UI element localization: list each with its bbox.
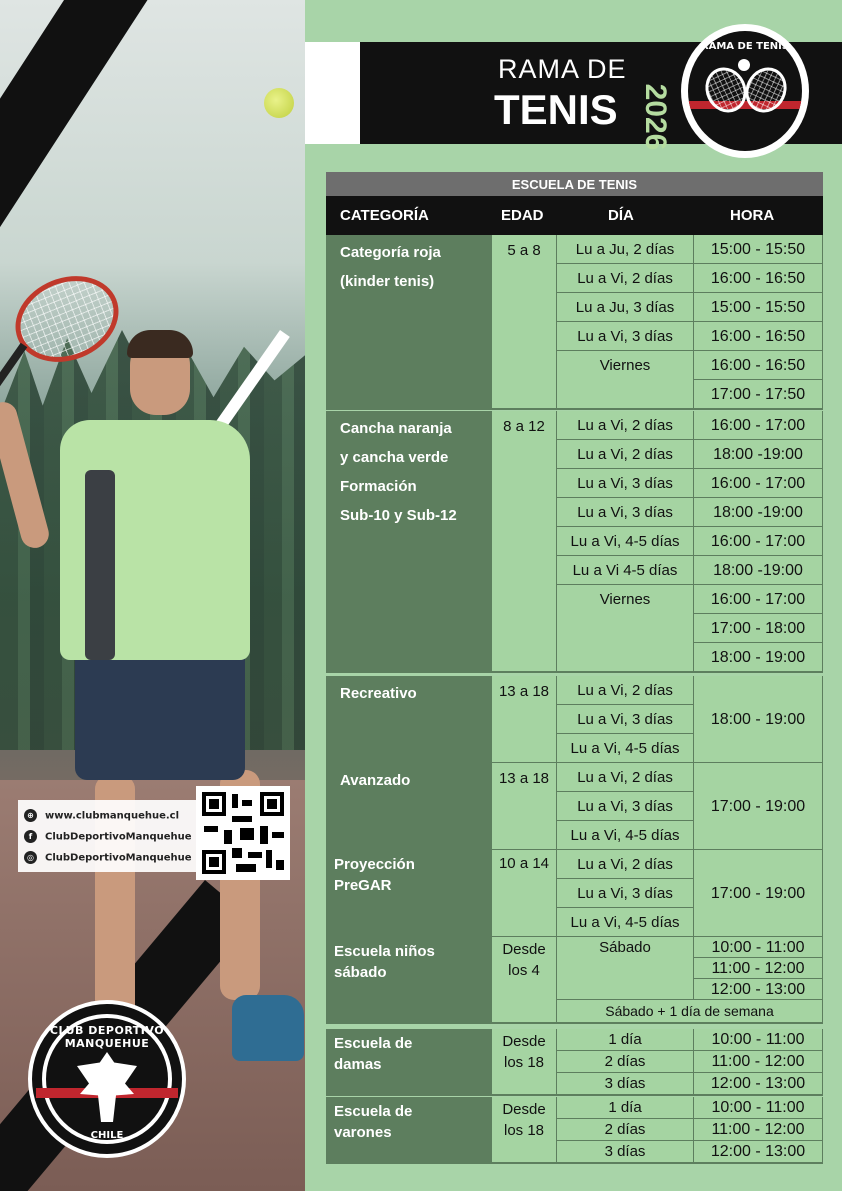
- day-cell: Lu a Ju, 3 días: [556, 293, 693, 322]
- hour-cell: 15:00 - 15:50: [693, 293, 823, 322]
- player-shirt-panel: [85, 470, 115, 660]
- badge-text: RAMA DE TENIS: [700, 41, 790, 52]
- hour-cell: 10:00 - 11:00: [693, 1029, 823, 1051]
- footer-cell: Sábado + 1 día de semana: [556, 1000, 823, 1023]
- header-tenis: TENIS: [494, 86, 618, 133]
- category-cell: Categoría roja (kinder tenis): [326, 235, 491, 409]
- hour-cell: 18:00 -19:00: [693, 556, 823, 585]
- group-separator: [326, 1094, 823, 1096]
- age-cell: 10 a 14: [491, 850, 556, 937]
- day-cell: 1 día: [556, 1097, 693, 1119]
- hour-cell: 16:00 - 16:50: [693, 351, 823, 380]
- group-separator: [326, 408, 823, 410]
- hour-cell: 18:00 -19:00: [693, 498, 823, 527]
- day-cell: Viernes: [556, 585, 693, 672]
- instagram-link[interactable]: ClubDeportivoManquehue: [45, 852, 192, 864]
- age-cell: 13 a 18: [491, 763, 556, 850]
- hour-cell: 17:00 - 17:50: [693, 380, 823, 409]
- hour-cell: 16:00 - 17:00: [693, 469, 823, 498]
- tennis-player-photo: [0, 0, 305, 1191]
- hour-cell: 18:00 - 19:00: [693, 676, 823, 763]
- header-white-block: [305, 42, 361, 144]
- day-cell: 3 días: [556, 1073, 693, 1095]
- hour-cell: 16:00 - 17:00: [693, 527, 823, 556]
- day-cell: Lu a Vi 4-5 días: [556, 556, 693, 585]
- hour-cell: 18:00 - 19:00: [693, 643, 823, 672]
- day-cell: Lu a Vi, 2 días: [556, 850, 693, 879]
- group-separator: [326, 671, 823, 673]
- day-cell: Lu a Vi, 2 días: [556, 676, 693, 705]
- player-hair: [127, 330, 193, 358]
- hour-cell: 12:00 - 13:00: [693, 1073, 823, 1095]
- hour-cell: 11:00 - 12:00: [693, 958, 823, 979]
- col-hora: HORA: [730, 207, 775, 224]
- group-separator: [326, 1162, 823, 1164]
- day-cell: Lu a Vi, 3 días: [556, 322, 693, 351]
- day-cell: Lu a Vi, 3 días: [556, 792, 693, 821]
- category-cell: Cancha naranja y cancha verde Formación Sub-10 y Sub-12: [326, 411, 491, 672]
- hour-cell: 10:00 - 11:00: [693, 1097, 823, 1119]
- hour-cell: 15:00 - 15:50: [693, 235, 823, 264]
- hour-cell: 11:00 - 12:00: [693, 1119, 823, 1141]
- hour-cell: 16:00 - 17:00: [693, 411, 823, 440]
- day-cell: Lu a Vi, 3 días: [556, 498, 693, 527]
- day-cell: 1 día: [556, 1029, 693, 1051]
- header-year: 2026: [639, 83, 672, 151]
- age-cell: 13 a 18: [491, 676, 556, 763]
- badge-red-band: [688, 101, 802, 109]
- header-rama: RAMA DE: [498, 54, 627, 84]
- age-cell: Desde los 18: [491, 1029, 556, 1095]
- age-cell: Desde los 18: [491, 1097, 556, 1163]
- category-cell: Recreativo: [326, 676, 491, 763]
- hour-cell: 12:00 - 13:00: [693, 1141, 823, 1163]
- day-cell: Lu a Vi, 2 días: [556, 264, 693, 293]
- hour-cell: 12:00 - 13:00: [693, 979, 823, 1000]
- player-shorts: [75, 650, 245, 780]
- category-cell: Escuela de damas: [326, 1029, 491, 1095]
- facebook-icon: f: [24, 830, 37, 843]
- club-country: CHILE: [90, 1130, 124, 1141]
- hour-cell: 10:00 - 11:00: [693, 937, 823, 958]
- qr-code[interactable]: [196, 786, 290, 880]
- tennis-ball-icon: [738, 59, 750, 71]
- facebook-link[interactable]: ClubDeportivoManquehue: [45, 831, 192, 843]
- globe-icon: ⊕: [24, 809, 37, 822]
- day-cell: 3 días: [556, 1141, 693, 1163]
- player-shoe: [232, 995, 304, 1061]
- club-name: CLUB DEPORTIVO MANQUEHUE: [49, 1024, 165, 1050]
- col-edad: EDAD: [501, 207, 544, 224]
- age-cell: Desde los 4: [491, 937, 556, 1023]
- category-cell: Proyección PreGAR: [326, 850, 491, 937]
- club-manquehue-logo: [28, 1000, 186, 1158]
- tennis-ball-icon: [264, 88, 294, 118]
- day-cell: Lu a Ju, 2 días: [556, 235, 693, 264]
- day-cell: Lu a Vi, 3 días: [556, 879, 693, 908]
- hour-cell: 16:00 - 16:50: [693, 264, 823, 293]
- instagram-row[interactable]: [24, 851, 210, 864]
- table-header-row: [326, 196, 823, 235]
- hour-cell: 17:00 - 18:00: [693, 614, 823, 643]
- instagram-icon: ◎: [24, 851, 37, 864]
- hour-cell: 16:00 - 17:00: [693, 585, 823, 614]
- day-cell: Lu a Vi, 4-5 días: [556, 821, 693, 850]
- age-cell: 5 a 8: [491, 235, 556, 409]
- category-cell: Escuela niños sábado: [326, 937, 491, 1023]
- category-cell: Escuela de varones: [326, 1097, 491, 1163]
- website-link[interactable]: www.clubmanquehue.cl: [45, 810, 180, 822]
- day-cell: Lu a Vi, 4-5 días: [556, 527, 693, 556]
- day-cell: Lu a Vi, 3 días: [556, 469, 693, 498]
- table-title: ESCUELA DE TENIS: [326, 172, 823, 196]
- day-cell: Lu a Vi, 2 días: [556, 440, 693, 469]
- day-cell: Viernes: [556, 351, 693, 409]
- hour-cell: 17:00 - 19:00: [693, 850, 823, 937]
- day-cell: Sábado: [556, 937, 693, 1000]
- facebook-row[interactable]: [24, 830, 210, 843]
- day-cell: Lu a Vi, 4-5 días: [556, 734, 693, 763]
- hour-cell: 11:00 - 12:00: [693, 1051, 823, 1073]
- day-cell: Lu a Vi, 2 días: [556, 411, 693, 440]
- age-cell: 8 a 12: [491, 411, 556, 672]
- hour-cell: 17:00 - 19:00: [693, 763, 823, 850]
- day-cell: 2 días: [556, 1119, 693, 1141]
- category-cell: Avanzado: [326, 763, 491, 850]
- day-cell: Lu a Vi, 3 días: [556, 705, 693, 734]
- hour-cell: 18:00 -19:00: [693, 440, 823, 469]
- day-cell: Lu a Vi, 4-5 días: [556, 908, 693, 937]
- rama-tenis-badge: [681, 24, 809, 158]
- day-cell: 2 días: [556, 1051, 693, 1073]
- group-separator: [326, 1022, 823, 1024]
- col-dia: DÍA: [608, 207, 634, 224]
- website-row[interactable]: [24, 809, 210, 822]
- col-categoria: CATEGORÍA: [340, 207, 429, 224]
- contact-box: [18, 800, 214, 872]
- hour-cell: 16:00 - 16:50: [693, 322, 823, 351]
- day-cell: Lu a Vi, 2 días: [556, 763, 693, 792]
